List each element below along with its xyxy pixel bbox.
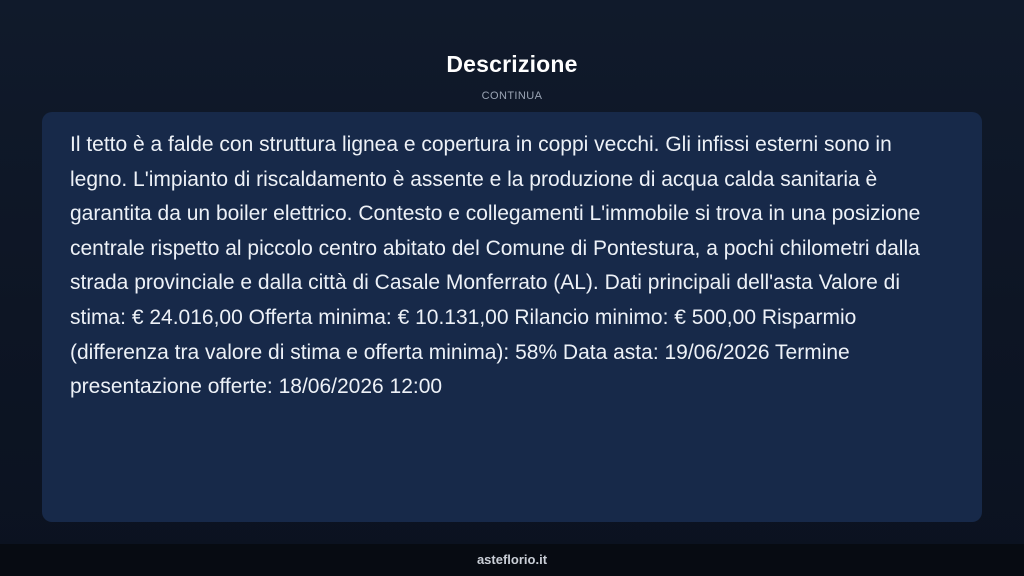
description-card	[42, 112, 982, 522]
page-title: Descrizione	[446, 51, 578, 77]
description-text: Il tetto è a falde con struttura lignea e copertura in coppi vecchi. Gli infissi esterni sono in legno. L'impianto di riscaldamento è assente e la produzione di acqua calda sanitaria è garantita da un boiler elettrico. Contesto e collegamenti L'immobile si trova in una posizione centrale rispetto al piccolo centro abitato del Comune di Pontestura, a pochi chilometri dalla strada provinciale e dalla città di Casale Monferrato (AL). Dati principali dell'asta Valore di stima: € 24.016,00 Offerta minima: € 10.131,00 Rilancio minimo: € 500,00 Risparmio (differenza tra valore di stima e offerta minima): 58% Data asta: 19/06/2026 Termine presentazione offerte: 18/06/2026 12:00	[70, 133, 921, 399]
footer-bar	[0, 544, 1024, 576]
site-name: asteflorio.it	[476, 552, 548, 567]
page-subtitle: CONTINUA	[481, 90, 543, 102]
